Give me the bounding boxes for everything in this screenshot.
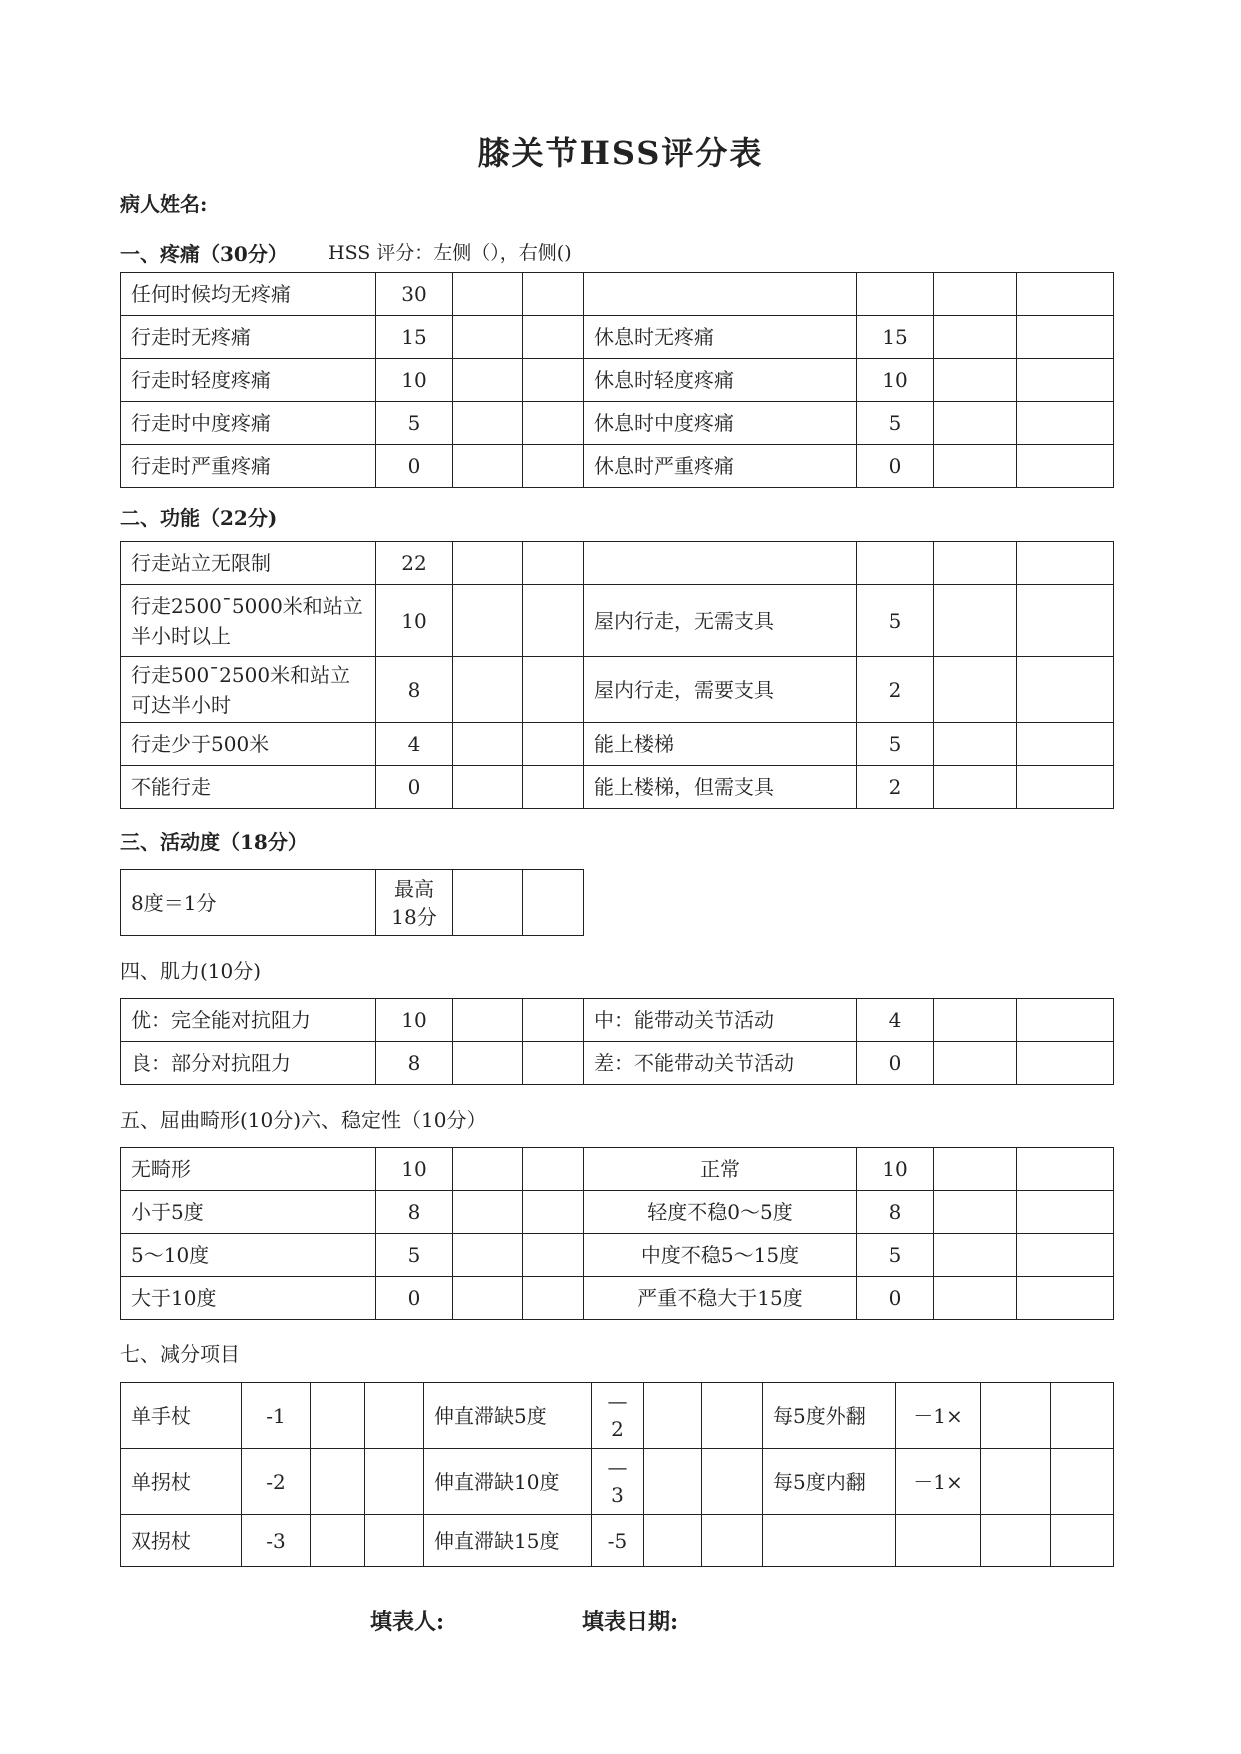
left-score-cell[interactable] <box>311 1383 365 1449</box>
right-score-cell[interactable] <box>1017 585 1114 657</box>
right-score-cell[interactable] <box>523 766 584 809</box>
item-label: 行走时中度疼痛 <box>121 402 376 445</box>
deduction-value: -3 <box>242 1515 311 1567</box>
item-label: 严重不稳大于15度 <box>584 1277 857 1320</box>
right-score-cell[interactable] <box>523 445 584 488</box>
item-score: 0 <box>857 445 934 488</box>
deduction-value <box>592 1449 644 1515</box>
left-score-cell[interactable] <box>644 1449 702 1515</box>
pain-heading: 一、疼痛（30分） <box>120 242 288 266</box>
filler-label: 填表人: <box>370 1609 445 1635</box>
rom-heading: 三、活动度（18分） <box>120 830 308 854</box>
left-score-cell[interactable] <box>934 273 1017 316</box>
left-score-cell[interactable] <box>453 1277 523 1320</box>
item-score: 5 <box>376 402 453 445</box>
function-heading: 二、功能（22分) <box>120 506 278 530</box>
deduction-item: 每5度内翻 <box>763 1449 896 1515</box>
strength-table <box>120 998 1114 1085</box>
deduction-value <box>592 1383 644 1449</box>
left-score-cell[interactable] <box>934 1191 1017 1234</box>
table-row <box>121 1277 1114 1320</box>
right-score-cell[interactable] <box>1017 723 1114 766</box>
function-table <box>120 541 1114 809</box>
right-score-cell[interactable] <box>523 542 584 585</box>
item-score: 0 <box>857 1042 934 1085</box>
deduction-value-text: —2 <box>607 1389 628 1441</box>
item-label: 轻度不稳0～5度 <box>584 1191 857 1234</box>
right-score-cell[interactable] <box>1017 273 1114 316</box>
deduction-item: 单拐杖 <box>121 1449 242 1515</box>
table-row <box>121 766 1114 809</box>
right-score-cell[interactable] <box>1017 766 1114 809</box>
deduction-value: -2 <box>242 1449 311 1515</box>
item-score: 15 <box>857 316 934 359</box>
item-score: 0 <box>376 1277 453 1320</box>
left-score-cell[interactable] <box>934 542 1017 585</box>
item-label: 任何时候均无疼痛 <box>121 273 376 316</box>
table-row <box>121 1042 1114 1085</box>
item-label: 休息时中度疼痛 <box>584 402 857 445</box>
item-label: 不能行走 <box>121 766 376 809</box>
item-label: 能上楼梯，但需支具 <box>584 766 857 809</box>
table-row <box>121 585 1114 657</box>
left-score-cell[interactable] <box>453 999 523 1042</box>
right-score-cell[interactable] <box>365 1449 424 1515</box>
left-score-cell[interactable] <box>934 402 1017 445</box>
item-label: 小于5度 <box>121 1191 376 1234</box>
left-score-cell[interactable] <box>981 1449 1051 1515</box>
item-label: 行走时无疼痛 <box>121 316 376 359</box>
deduction-value: －1× <box>896 1383 981 1449</box>
right-score-cell[interactable] <box>365 1383 424 1449</box>
item-label: 行走500¯2500米和站立可达半小时 <box>121 657 376 723</box>
deduction-item: 每5度外翻 <box>763 1383 896 1449</box>
left-score-cell[interactable] <box>453 1234 523 1277</box>
table-row <box>121 723 1114 766</box>
pain-table <box>120 272 1114 488</box>
item-label: 行走时轻度疼痛 <box>121 359 376 402</box>
deduction-item: 单手杖 <box>121 1383 242 1449</box>
right-score-cell[interactable] <box>1017 316 1114 359</box>
item-label: 5～10度 <box>121 1234 376 1277</box>
item-label: 屋内行走，无需支具 <box>584 585 857 657</box>
right-score-cell[interactable] <box>1017 359 1114 402</box>
right-score-cell[interactable] <box>1017 445 1114 488</box>
item-score: 0 <box>857 1277 934 1320</box>
item-score: 8 <box>376 1191 453 1234</box>
item-score: 30 <box>376 273 453 316</box>
right-score-cell[interactable] <box>523 999 584 1042</box>
item-score: 10 <box>376 999 453 1042</box>
rom-table <box>120 869 584 936</box>
left-score-cell[interactable] <box>934 657 1017 723</box>
item-score: 22 <box>376 542 453 585</box>
right-score-cell[interactable] <box>523 1234 584 1277</box>
left-score-cell[interactable] <box>453 402 523 445</box>
item-score: 2 <box>857 657 934 723</box>
deduction-value-text: —3 <box>607 1455 628 1507</box>
right-score-cell[interactable] <box>523 402 584 445</box>
item-score: 10 <box>376 1148 453 1191</box>
left-score-cell[interactable] <box>934 445 1017 488</box>
item-label: 大于10度 <box>121 1277 376 1320</box>
deduction-value: －1× <box>896 1449 981 1515</box>
right-score-cell[interactable] <box>702 1449 763 1515</box>
right-score-cell[interactable] <box>523 273 584 316</box>
item-score: 8 <box>376 657 453 723</box>
right-score-cell[interactable] <box>1051 1515 1114 1567</box>
left-score-cell[interactable] <box>453 870 523 936</box>
item-label: 行走时严重疼痛 <box>121 445 376 488</box>
right-score-cell[interactable] <box>523 585 584 657</box>
left-score-cell[interactable] <box>981 1383 1051 1449</box>
left-score-cell[interactable] <box>311 1449 365 1515</box>
deformity-stability-heading: 五、屈曲畸形(10分)六、稳定性（10分） <box>120 1108 487 1132</box>
table-row <box>121 1234 1114 1277</box>
item-label: 良：部分对抗阻力 <box>121 1042 376 1085</box>
item-label: 行走2500¯5000米和站立半小时以上 <box>121 585 376 657</box>
table-row <box>121 657 1114 723</box>
right-score-cell[interactable] <box>523 359 584 402</box>
table-row <box>121 273 1114 316</box>
item-score: 5 <box>857 1234 934 1277</box>
left-score-cell[interactable] <box>981 1515 1051 1567</box>
table-row <box>121 1515 1114 1567</box>
left-score-cell[interactable] <box>644 1515 702 1567</box>
left-score-cell[interactable] <box>453 657 523 723</box>
left-score-cell[interactable] <box>453 445 523 488</box>
table-row <box>121 1449 1114 1515</box>
table-row <box>121 402 1114 445</box>
item-label: 差：不能带动关节活动 <box>584 1042 857 1085</box>
left-score-cell[interactable] <box>934 1148 1017 1191</box>
fill-date-label: 填表日期: <box>582 1609 679 1635</box>
patient-name-label: 病人姓名: <box>120 192 208 216</box>
right-score-cell[interactable] <box>523 1191 584 1234</box>
item-label <box>584 273 857 316</box>
left-score-cell[interactable] <box>453 359 523 402</box>
deduction-item: 双拐杖 <box>121 1515 242 1567</box>
item-label: 无畸形 <box>121 1148 376 1191</box>
deduction-value-text: -5 <box>607 1528 628 1553</box>
item-label: 休息时严重疼痛 <box>584 445 857 488</box>
left-score-cell[interactable] <box>453 766 523 809</box>
item-score <box>857 273 934 316</box>
right-score-cell[interactable] <box>702 1515 763 1567</box>
left-score-cell[interactable] <box>453 1148 523 1191</box>
table-row <box>121 1191 1114 1234</box>
deduction-item <box>763 1515 896 1567</box>
left-score-cell[interactable] <box>934 1234 1017 1277</box>
item-label: 休息时无疼痛 <box>584 316 857 359</box>
item-score: 10 <box>376 585 453 657</box>
right-score-cell[interactable] <box>523 1042 584 1085</box>
left-score-cell[interactable] <box>934 1277 1017 1320</box>
deduction-value: -1 <box>242 1383 311 1449</box>
item-label: 行走站立无限制 <box>121 542 376 585</box>
rom-rule: 8度＝1分 <box>121 870 376 936</box>
deduction-value <box>592 1515 644 1567</box>
left-score-cell[interactable] <box>934 999 1017 1042</box>
item-score: 8 <box>857 1191 934 1234</box>
right-score-cell[interactable] <box>1017 402 1114 445</box>
item-label: 正常 <box>584 1148 857 1191</box>
left-score-cell[interactable] <box>453 1042 523 1085</box>
table-row <box>121 1148 1114 1191</box>
deduction-value <box>896 1515 981 1567</box>
hss-score-note: HSS 评分：左侧（），右侧() <box>328 242 572 264</box>
item-label: 休息时轻度疼痛 <box>584 359 857 402</box>
right-score-cell[interactable] <box>1017 1148 1114 1191</box>
item-score: 4 <box>376 723 453 766</box>
item-label: 行走少于500米 <box>121 723 376 766</box>
rom-max <box>376 870 453 936</box>
strength-heading: 四、肌力(10分) <box>120 959 262 983</box>
item-score: 4 <box>857 999 934 1042</box>
right-score-cell[interactable] <box>1017 542 1114 585</box>
left-score-cell[interactable] <box>453 316 523 359</box>
item-score: 5 <box>857 723 934 766</box>
item-score: 15 <box>376 316 453 359</box>
left-score-cell[interactable] <box>644 1383 702 1449</box>
deduction-item: 伸直滞缺15度 <box>424 1515 592 1567</box>
right-score-cell[interactable] <box>1017 1191 1114 1234</box>
left-score-cell[interactable] <box>453 1191 523 1234</box>
left-score-cell[interactable] <box>453 585 523 657</box>
item-score: 10 <box>857 359 934 402</box>
right-score-cell[interactable] <box>1017 999 1114 1042</box>
left-score-cell[interactable] <box>453 723 523 766</box>
right-score-cell[interactable] <box>1051 1449 1114 1515</box>
right-score-cell[interactable] <box>523 723 584 766</box>
deduction-item: 伸直滞缺5度 <box>424 1383 592 1449</box>
deduction-heading: 七、减分项目 <box>120 1342 240 1366</box>
rom-max-text: 最高18分 <box>391 876 437 929</box>
left-score-cell[interactable] <box>934 316 1017 359</box>
item-score: 2 <box>857 766 934 809</box>
right-score-cell[interactable] <box>523 1277 584 1320</box>
left-score-cell[interactable] <box>453 273 523 316</box>
deduction-item: 伸直滞缺10度 <box>424 1449 592 1515</box>
item-label: 中度不稳5～15度 <box>584 1234 857 1277</box>
left-score-cell[interactable] <box>934 723 1017 766</box>
right-score-cell[interactable] <box>702 1383 763 1449</box>
item-score: 10 <box>376 359 453 402</box>
left-score-cell[interactable] <box>934 1042 1017 1085</box>
deformity-table <box>120 1147 1114 1320</box>
left-score-cell[interactable] <box>311 1515 365 1567</box>
item-score: 10 <box>857 1148 934 1191</box>
table-row <box>121 359 1114 402</box>
right-score-cell[interactable] <box>1017 1042 1114 1085</box>
right-score-cell[interactable] <box>523 1148 584 1191</box>
item-score: 5 <box>857 402 934 445</box>
item-label: 能上楼梯 <box>584 723 857 766</box>
left-score-cell[interactable] <box>453 542 523 585</box>
table-row <box>121 316 1114 359</box>
item-score <box>857 542 934 585</box>
item-score: 0 <box>376 766 453 809</box>
right-score-cell[interactable] <box>365 1515 424 1567</box>
right-score-cell[interactable] <box>523 657 584 723</box>
right-score-cell[interactable] <box>523 316 584 359</box>
table-row <box>121 999 1114 1042</box>
left-score-cell[interactable] <box>934 766 1017 809</box>
right-score-cell[interactable] <box>1017 1277 1114 1320</box>
right-score-cell[interactable] <box>1017 657 1114 723</box>
page-title: 膝关节HSS评分表 <box>477 134 764 172</box>
table-row <box>121 445 1114 488</box>
right-score-cell[interactable] <box>523 870 584 936</box>
item-label: 中：能带动关节活动 <box>584 999 857 1042</box>
left-score-cell[interactable] <box>934 359 1017 402</box>
left-score-cell[interactable] <box>934 585 1017 657</box>
table-row <box>121 542 1114 585</box>
item-label: 优：完全能对抗阻力 <box>121 999 376 1042</box>
deduction-table <box>120 1382 1114 1567</box>
right-score-cell[interactable] <box>1017 1234 1114 1277</box>
item-score: 5 <box>376 1234 453 1277</box>
item-score: 8 <box>376 1042 453 1085</box>
item-score: 5 <box>857 585 934 657</box>
table-row <box>121 1383 1114 1449</box>
item-label <box>584 542 857 585</box>
item-label: 屋内行走，需要支具 <box>584 657 857 723</box>
item-score: 0 <box>376 445 453 488</box>
right-score-cell[interactable] <box>1051 1383 1114 1449</box>
